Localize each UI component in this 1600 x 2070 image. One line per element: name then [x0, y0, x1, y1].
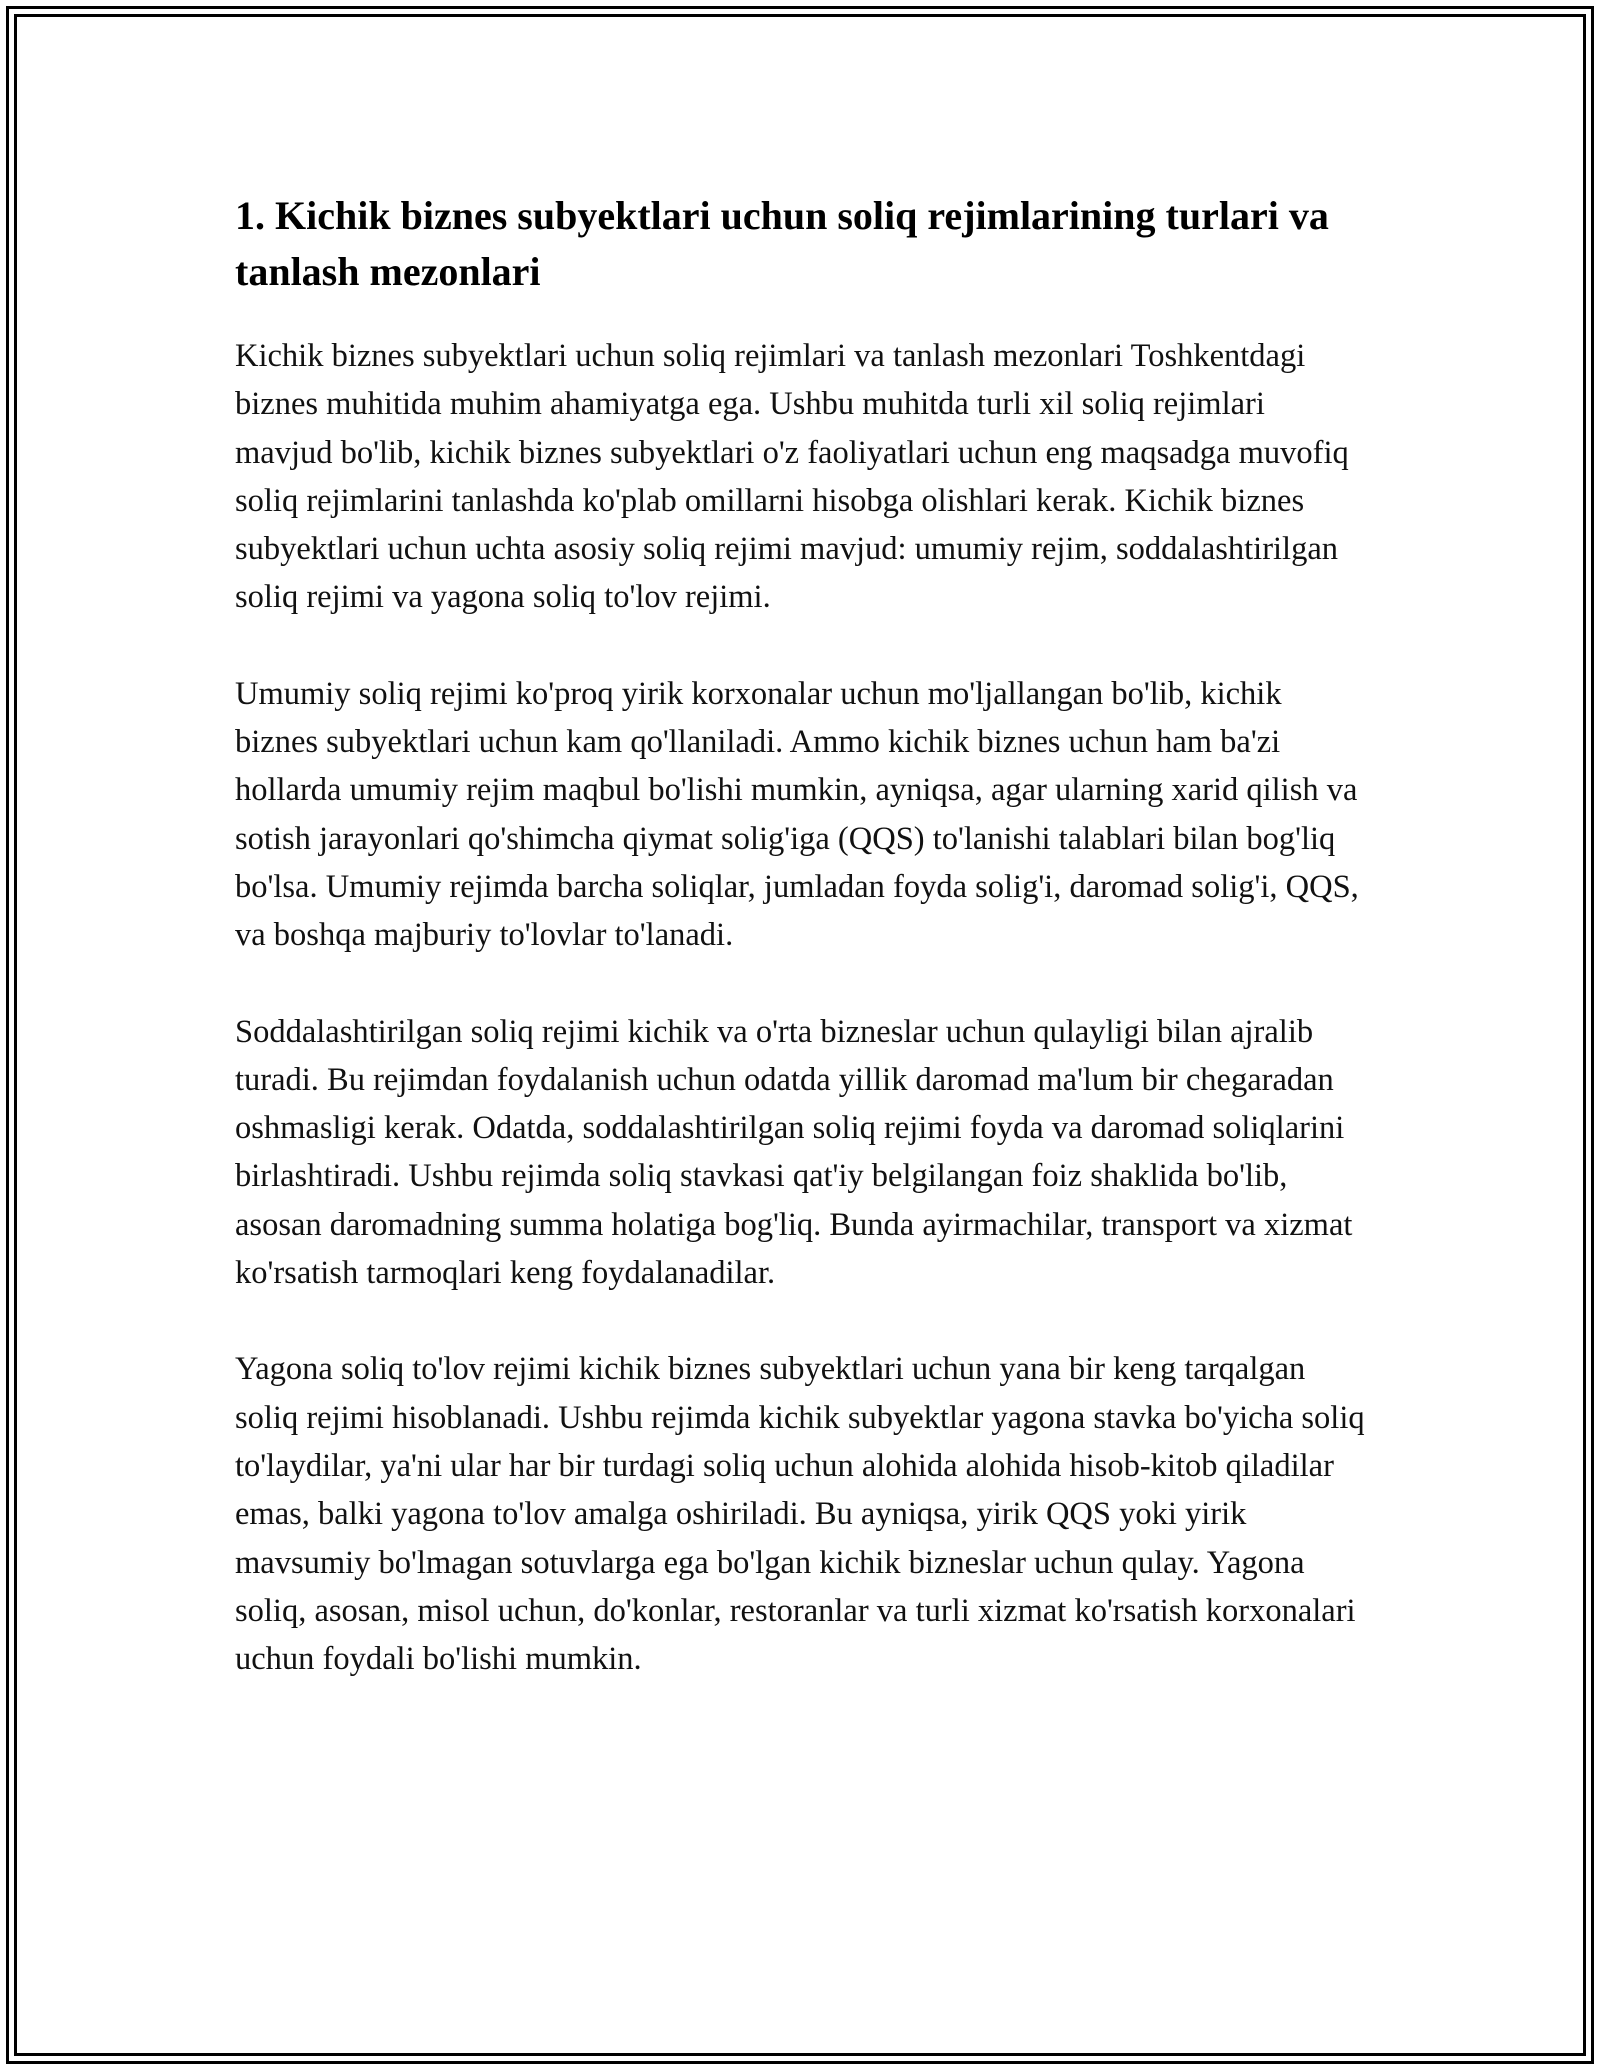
- paragraph-intro: Kichik biznes subyektlari uchun soliq rejimlari va tanlash mezonlari Toshkentdagi biznes muhitida muhim ahamiyatga ega. Ushbu muhitda turli xil soliq rejimlari mavjud bo'lib, kichik biznes subyektlari o'z faoliyatlari uchun eng maqsadga muvofiq soliq rejimlarini tanlashda ko'plab omillarni hisobga olishlari kerak. Kichik biznes subyektlari uchun uchta asosiy soliq rejimi mavjud: umumiy rejim, soddalashtirilgan soliq rejimi va yagona soliq to'lov rejimi.: [235, 338, 1349, 616]
- paragraph-general-regime: Umumiy soliq rejimi ko'proq yirik korxonalar uchun mo'ljallangan bo'lib, kichik biznes subyektlari uchun kam qo'llaniladi. Ammo kichik biznes uchun ham ba'zi hollarda umumiy rejim maqbul bo'lishi mumkin, ayniqsa, agar ularning xarid qilish va sotish jarayonlari qo'shimcha qiymat solig'iga (QQS) to'lanishi talablari bilan bog'liq bo'lsa. Umumiy rejimda barcha soliqlar, jumladan foyda solig'i, daromad solig'i, QQS, va boshqa majburiy to'lovlar to'lanadi.: [235, 675, 1359, 954]
- paragraph-single-payment-regime: Yagona soliq to'lov rejimi kichik biznes subyektlari uchun yana bir keng tarqalgan soliq rejimi hisoblanadi. Ushbu rejimda kichik subyektlar yagona stavka bo'yicha soliq to'laydilar, ya'ni ular har bir turdagi soliq uchun alohida alohida hisob-kitob qiladilar emas, balki yagona to'lov amalga oshiriladi. Bu ayniqsa, yirik QQS yoki yirik mavsumiy bo'lmagan sotuvlarga ega bo'lgan kichik bizneslar uchun qulay. Yagona soliq, asosan, misol uchun, do'konlar, restoranlar va turli xizmat ko'rsatish korxonalari uchun foydali bo'lishi mumkin.: [235, 1351, 1365, 1678]
- section-heading: 1. Kichik biznes subyektlari uchun soliq rejimlarining turlari va tanlash mezonlari: [235, 193, 1329, 294]
- paragraph-simplified-regime: Soddalashtirilgan soliq rejimi kichik va o'rta bizneslar uchun qulayligi bilan ajralib turadi. Bu rejimdan foydalanish uchun odatda yillik daromad ma'lum bir chegaradan oshmasligi kerak. Odatda, soddalashtirilgan soliq rejimi foyda va daromad soliqlarini birlashtiradi. Ushbu rejimda soliq stavkasi qat'iy belgilangan foiz shaklida bo'lib, asosan daromadning summa holatiga bog'liq. Bunda ayirmachilar, transport va xizmat ko'rsatish tarmoqlari keng foydalanadilar.: [235, 1013, 1353, 1292]
- document-body: [235, 188, 1365, 1731]
